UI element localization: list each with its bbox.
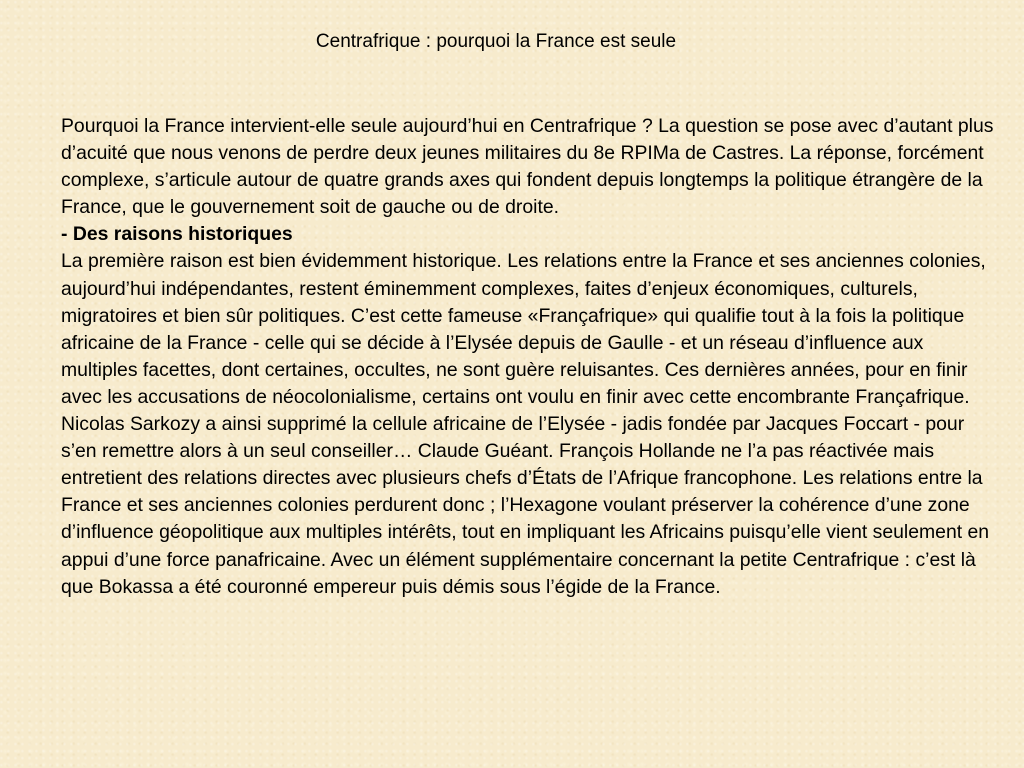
slide-title-text: Centrafrique : pourquoi la France est seule (315, 31, 677, 52)
slide-title (0, 29, 1024, 55)
article-body (61, 113, 1001, 601)
section-paragraph: La première raison est bien évidemment historique. Les relations entre la France et ses anciennes colonies, aujourd’hui indépendantes, restent éminemment complexes, faites d’enjeux économiques, culturels, migratoires et bien sûr politiques. C’est cette fameuse «Françafrique» qui qualifie tout à la fois la politique africaine de la France - celle qui se décide à l’Elysée depuis de Gaulle - et un réseau d’influence aux multiples facettes, dont certaines, occultes, ne sont guère reluisantes. Ces dernières années, pour en finir avec les accusations de néocolonialisme, certains ont voulu en finir avec cette encombrante Françafrique. Nicolas Sarkozy a ainsi supprimé la cellule africaine de l’Elysée - jadis fondée par Jacques Foccart - pour s’en remettre alors à un seul conseiller… Claude Guéant. François Hollande ne l’a pas réactivée mais entretient des relations directes avec plusieurs chefs d’États de l’Afrique francophone. Les relations entre la France et ses anciennes colonies perdurent donc ; l’Hexagone voulant préserver la cohérence d’une zone d’influence géopolitique aux multiples intérêts, tout en impliquant les Africains puisqu’elle vient seulement en appui d’une force panafricaine. Avec un élément supplémentaire concernant la petite Centrafrique : c’est là que Bokassa a été couronné empereur puis démis sous l’égide de la France. (61, 250, 990, 598)
section-heading: - Des raisons historiques (61, 223, 293, 246)
intro-paragraph: Pourquoi la France intervient-elle seule aujourd’hui en Centrafrique ? La question se pose avec d’autant plus d’acuité que nous venons de perdre deux jeunes militaires du 8e RPIMa de Castres. La réponse, forcément complexe, s’articule autour de quatre grands axes qui fondent depuis longtemps la politique étrangère de la France, que le gouvernement soit de gauche ou de droite. (61, 115, 994, 219)
